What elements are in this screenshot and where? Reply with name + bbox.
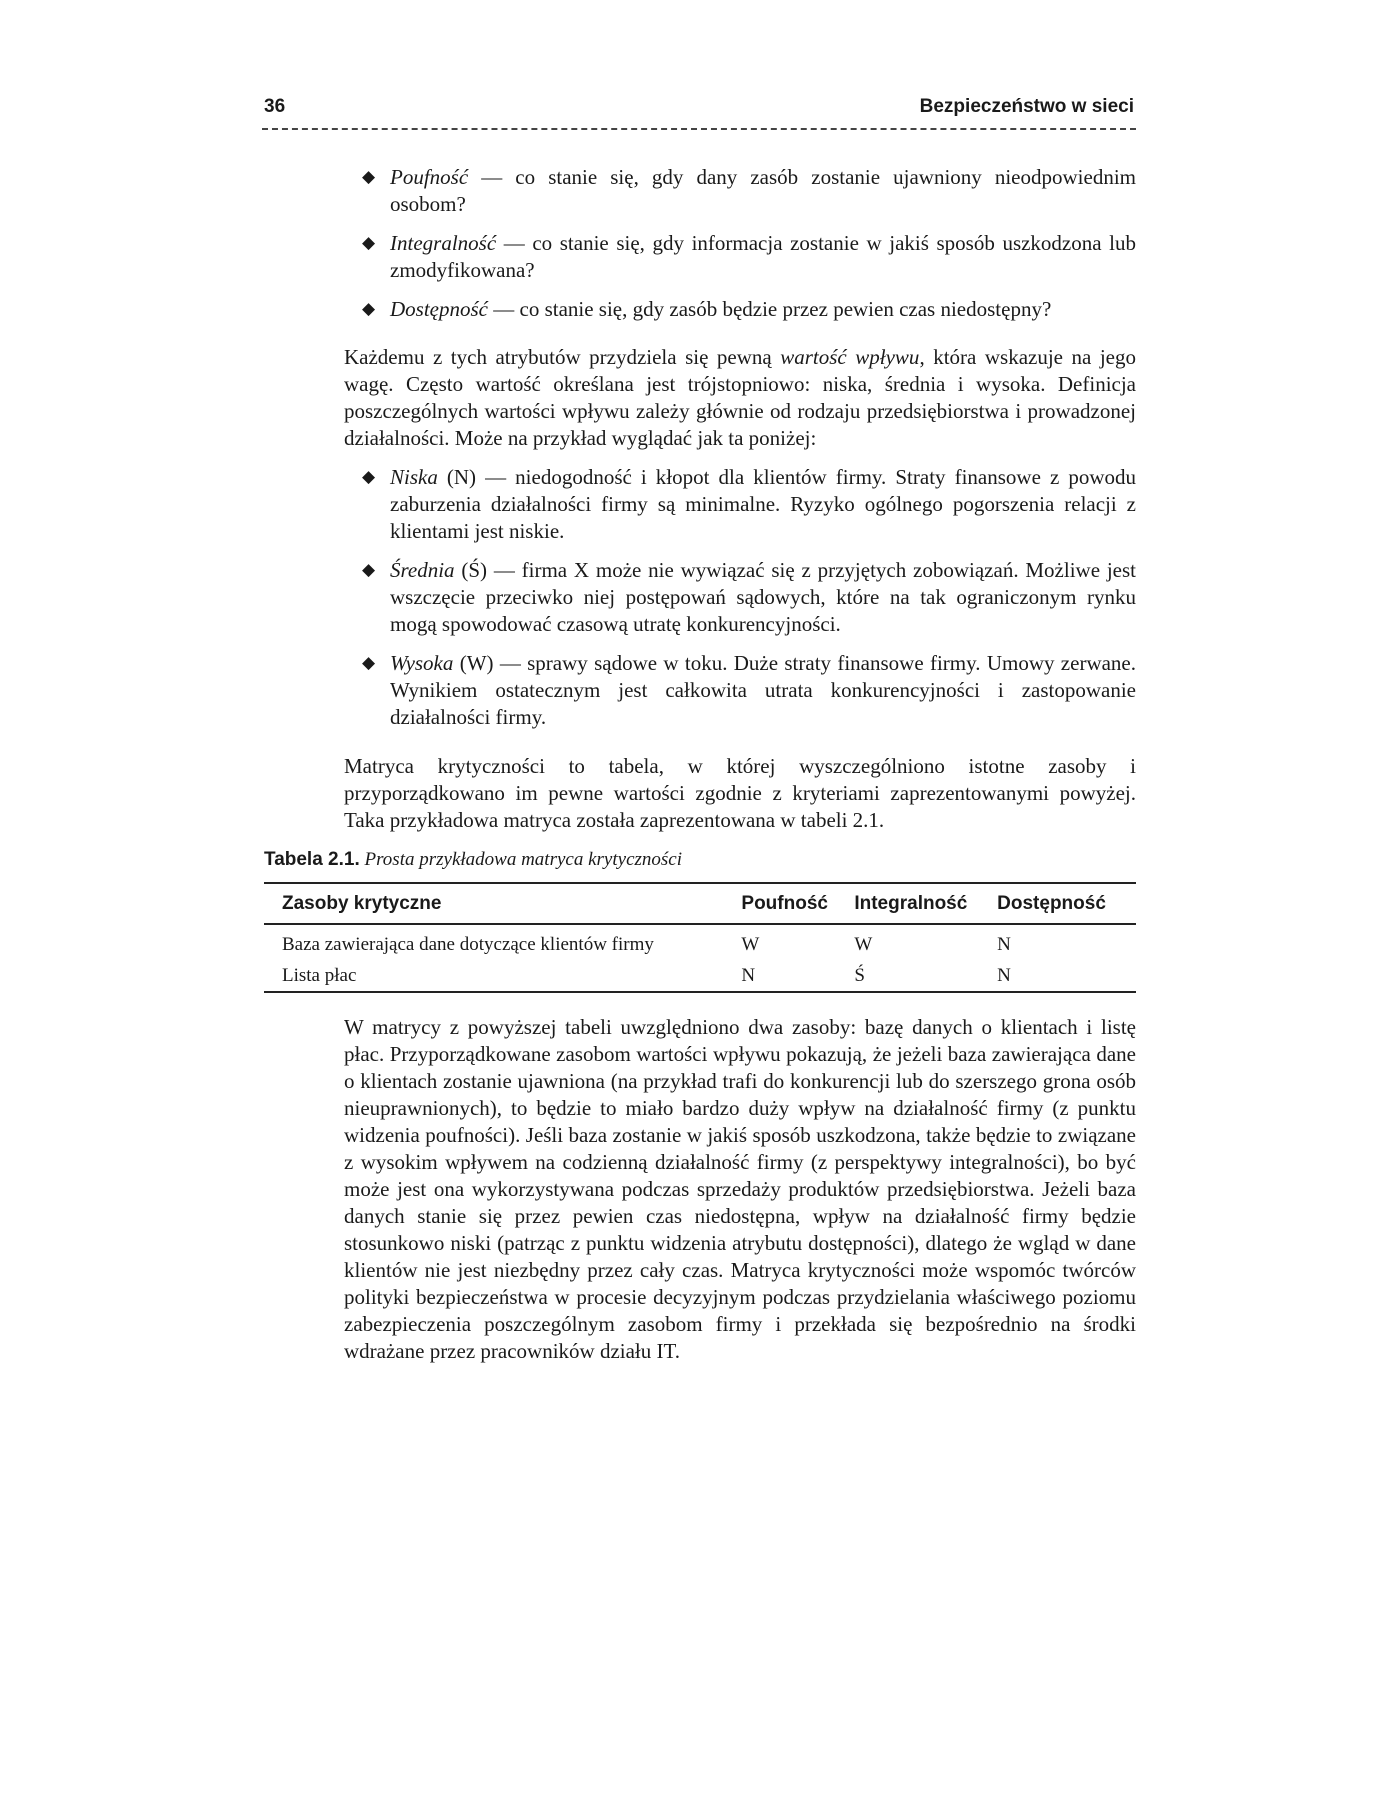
term: Integralność — [390, 231, 497, 255]
table-row — [264, 960, 1136, 992]
table-cell: Baza zawierająca dane dotyczące klientów firmy — [282, 933, 654, 955]
table-cell: N — [997, 960, 1136, 992]
emphasis: wartość wpływu — [780, 345, 920, 369]
table-caption — [264, 849, 682, 871]
page-header — [262, 92, 1136, 130]
item-text: — co stanie się, gdy zasób będzie przez pewien czas niedostępny? — [488, 297, 1052, 321]
column-header: Dostępność — [997, 883, 1136, 924]
column-header: Integralność — [854, 883, 997, 924]
table-header-row — [264, 883, 1136, 924]
list-item — [360, 650, 1136, 731]
paragraph-matrix-intro: Matryca krytyczności to tabela, w której wyszczególniono istotne zasoby i przyporządkowano im pewne wartości zgodnie z kryteriami zaprezentowanymi powyżej. Taka przykładowa matryca została zaprezentowana w tabeli 2.1. — [344, 754, 1136, 832]
item-text: (W) — sprawy sądowe w toku. Duże straty finansowe firmy. Umowy zerwane. Wynikiem ostatecznym jest całkowita utrata konkurencyjności i zastopowanie działalności firmy. — [390, 651, 1136, 729]
diamond-bullet-icon: ◆ — [362, 560, 376, 580]
impact-level-list — [360, 464, 1136, 731]
term: Niska — [390, 465, 438, 489]
list-item — [360, 464, 1136, 545]
table-cell: N — [741, 960, 854, 992]
table-cell: Ś — [854, 960, 997, 992]
table-row — [264, 924, 1136, 960]
item-text: — co stanie się, gdy informacja zostanie w jakiś sposób uszkodzona lub zmodyfikowana? — [390, 231, 1136, 282]
column-header: Zasoby krytyczne — [264, 883, 741, 924]
caption-label: Tabela 2.1. — [264, 849, 360, 870]
item-text: — co stanie się, gdy dany zasób zostanie ujawniony nieodpowiednim osobom? — [390, 165, 1136, 216]
term: Dostępność — [390, 297, 488, 321]
list-item — [360, 230, 1136, 284]
table-cell: Lista płac — [264, 960, 741, 992]
table-cell: W — [854, 933, 873, 955]
diamond-bullet-icon: ◆ — [362, 653, 376, 673]
attribute-list — [360, 164, 1136, 323]
page-number: 36 — [264, 96, 286, 117]
caption-text: Prosta przykładowa matryca krytyczności — [364, 849, 683, 870]
column-header: Poufność — [741, 883, 854, 924]
term: Wysoka — [390, 651, 454, 675]
table-cell: N — [997, 933, 1011, 955]
table-cell: W — [741, 933, 760, 955]
text-run: , która wskazuje na jego wagę. Często wartość określana jest trójstopniowo: niska, średnia i wysoka. Definicja poszczególnych wartości wpływu zależy głównie od rodzaju przedsiębiorstwa i prowadzonej działalności. Może na przykład wyglądać jak ta poniżej: — [344, 345, 1136, 450]
paragraph-impact-intro — [344, 344, 1136, 452]
diamond-bullet-icon: ◆ — [362, 299, 376, 319]
running-title: Bezpieczeństwo w sieci — [919, 96, 1134, 117]
item-text: (N) — niedogodność i kłopot dla klientów firmy. Straty finansowe z powodu zaburzenia działalności firmy są minimalne. Ryzyko ogólnego pogorszenia relacji z klientami jest niskie. — [390, 465, 1136, 543]
list-item — [360, 557, 1136, 638]
list-item — [360, 296, 1136, 323]
criticality-matrix-table — [264, 882, 1136, 993]
diamond-bullet-icon: ◆ — [362, 233, 376, 253]
diamond-bullet-icon: ◆ — [362, 167, 376, 187]
paragraph-matrix-discussion: W matrycy z powyższej tabeli uwzględniono dwa zasoby: bazę danych o klientach i listę płac. Przyporządkowane zasobom wartości wpływu pokazują, że jeżeli baza zawierająca dane o klientach zostanie ujawniona (na przykład trafi do konkurencji lub do szerszego grona osób nieuprawnionych), to będzie to miało bardzo duży wpływ na działalność firmy (z punktu widzenia poufności). Jeśli baza zostanie w jakiś sposób uszkodzona, także będzie to związane z wysokim wpływem na codzienną działalność firmy (z perspektywy integralności), bo być może jest ona wykorzystywana podczas sprzedaży produktów przedsiębiorstwa. Jeżeli baza danych stanie się przez pewien czas niedostępna, wpływ na działalność firmy będzie stosunkowo niski (patrząc z punktu widzenia atrybutu dostępności), dlatego że wgląd w dane klientów nie jest niezbędny przez cały czas. Matryca krytyczności może wspomóc twórców polityki bezpieczeństwa w procesie decyzyjnym podczas przydzielania właściwego poziomu zabezpieczenia poszczególnym zasobom firmy i przekłada się bezpośrednio na środki wdrażane przez pracowników działu IT. — [344, 1015, 1136, 1363]
list-item — [360, 164, 1136, 218]
term: Poufność — [390, 165, 469, 189]
term: Średnia — [390, 558, 455, 582]
item-text: (Ś) — firma X może nie wywiązać się z przyjętych zobowiązań. Możliwe jest wszczęcie przeciwko niej postępowań sądowych, które na tak ograniczonym rynku mogą spowodować czasową utratę konkurencyjności. — [390, 558, 1136, 636]
text-run: Każdemu z tych atrybutów przydziela się pewną — [344, 345, 781, 369]
diamond-bullet-icon: ◆ — [362, 467, 376, 487]
